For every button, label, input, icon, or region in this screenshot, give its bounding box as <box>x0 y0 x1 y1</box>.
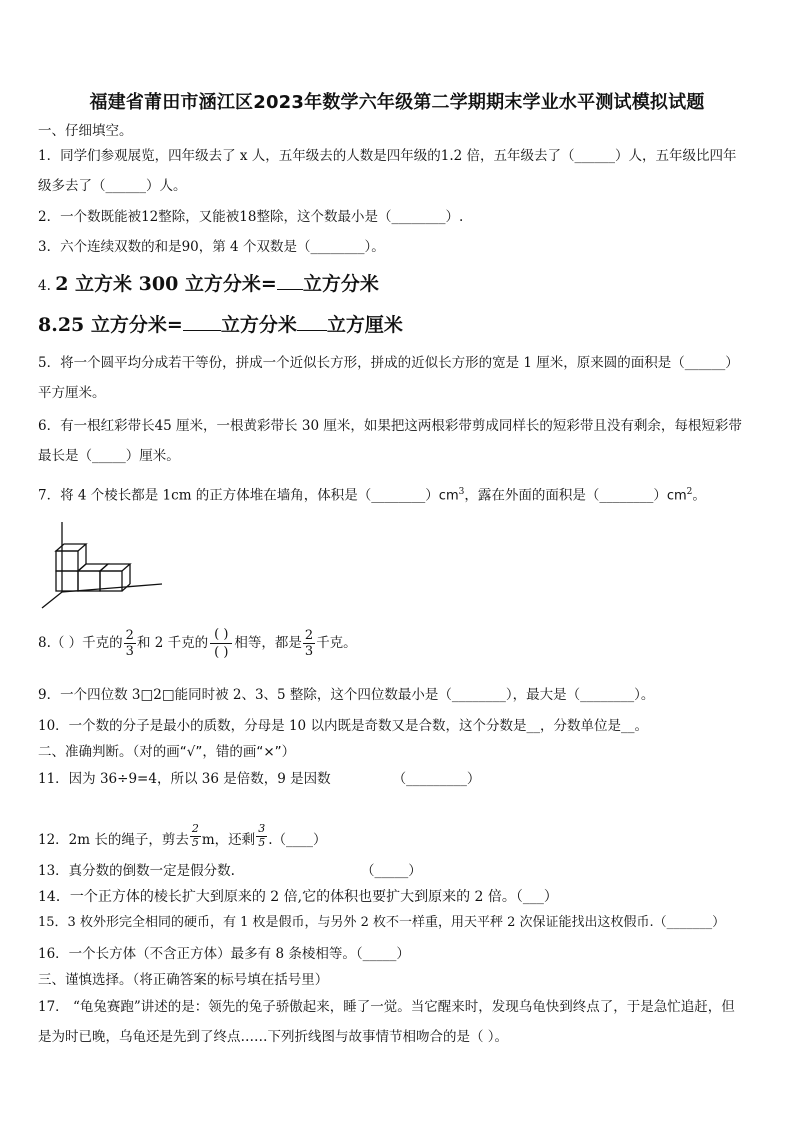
question-12-text-1: 12．2m 长的绳子，剪去 <box>38 832 189 848</box>
question-10: 10．一个数的分子是最小的质数，分母是 10 以内既是奇数又是合数，这个分数是__，分数单位是__。 <box>38 718 648 734</box>
question-16: 16．一个长方体（不含正方体）最多有 8 条棱相等。（_____） <box>38 946 410 962</box>
question-11-text: 11．因为 36÷9=4，所以 36 是倍数，9 是因数 <box>38 771 331 787</box>
question-17-line-1: 17． “龟兔赛跑”讲述的是：领先的兔子骄傲起来，睡了一觉。当它醒来时，发现乌龟快到终点了，于是急忙追赶，但 <box>38 999 735 1015</box>
question-4-unit: 立方分米 <box>302 273 379 295</box>
question-4-number: 4. <box>38 278 51 294</box>
area-unit-exponent: 2 <box>686 487 693 497</box>
question-12-text-2: m，还剩 <box>201 832 256 848</box>
question-1-line-1: 1．同学们参观展览，四年级去了 x 人，五年级去的人数是四年级的1.2 倍，五年级去了（______）人，五年级比四年 <box>38 148 737 164</box>
fraction-numerator: 3 <box>258 822 266 835</box>
stacked-cubes-corner-figure <box>36 518 168 610</box>
question-7-text: 7．将 4 个棱长都是 1cm 的正方体堆在墙角，体积是（________） <box>38 487 439 504</box>
question-6-line-2: 最长是（_____）厘米。 <box>38 448 180 464</box>
answer-blank[interactable] <box>183 316 221 331</box>
section-heading-fill-in: 一、仔细填空。 <box>38 123 133 139</box>
fraction-denominator: 3 <box>125 644 134 659</box>
fraction-two-thirds <box>124 628 136 659</box>
question-11-answer[interactable]: （_________） <box>392 771 481 787</box>
area-unit: cm <box>666 488 687 504</box>
question-4b-text: 8.25 立方分米= <box>38 314 183 336</box>
volume-unit-exponent: 3 <box>458 487 465 497</box>
fraction-two-fifths <box>190 822 201 849</box>
question-4b-unit-1: 立方分米 <box>220 314 297 336</box>
question-8-text-4: 千克。 <box>316 635 357 651</box>
section-heading-true-false: 二、准确判断。（对的画“√”，错的画“×”） <box>38 744 296 760</box>
fraction-two-thirds-2 <box>303 628 315 659</box>
fraction-blank-numerator[interactable]: ( ) <box>210 626 232 644</box>
fraction-blank-denominator[interactable]: ( ) <box>214 645 229 660</box>
question-8-text-1: 8.（ ）千克的 <box>38 635 123 651</box>
question-1-line-2: 级多去了（______）人。 <box>38 178 187 194</box>
question-4-line-2 <box>38 313 403 337</box>
question-7 <box>38 483 706 506</box>
question-5-line-1: 5．将一个圆平均分成若干等份，拼成一个近似长方形，拼成的近似长方形的宽是 1 厘米，原来圆的面积是（______） <box>38 355 739 371</box>
question-4b-unit-2: 立方厘米 <box>326 314 403 336</box>
question-7-end: 。 <box>692 487 706 504</box>
question-6-line-1: 6．有一根红彩带长45 厘米，一根黄彩带长 30 厘米，如果把这两根彩带剪成同样长的短彩带且没有剩余，每根短彩带 <box>38 418 742 434</box>
answer-blank[interactable] <box>277 275 303 290</box>
question-8-text-2: 和 2 千克的 <box>136 635 209 651</box>
fraction-blank[interactable] <box>210 626 232 661</box>
fraction-denominator: 5 <box>191 836 199 849</box>
question-4-line-1 <box>38 272 379 296</box>
question-15: 15．3 枚外形完全相同的硬币，有 1 枚是假币，与另外 2 枚不一样重，用天平秤 2 次保证能找出这枚假币.（_______） <box>38 915 726 930</box>
fraction-three-fifths <box>256 822 267 849</box>
question-7-text-2: ，露在外面的面积是（________） <box>464 487 667 504</box>
question-8-text-3: 相等，都是 <box>234 635 302 651</box>
question-13 <box>38 862 422 880</box>
question-17-line-2: 是为时已晚，乌龟还是先到了终点……下列折线图与故事情节相吻合的是（ ）。 <box>38 1029 509 1045</box>
volume-unit: cm <box>438 488 459 504</box>
section-heading-choice: 三、谨慎选择。（将正确答案的标号填在括号里） <box>38 972 329 988</box>
question-12 <box>38 822 326 849</box>
fraction-denominator: 5 <box>258 836 266 849</box>
question-13-answer[interactable]: （_____） <box>360 863 422 879</box>
fraction-denominator: 3 <box>304 644 314 659</box>
page-title: 福建省莆田市涵江区2023年数学六年级第二学期期末学业水平测试模拟试题 <box>89 92 705 113</box>
question-14: 14．一个正方体的棱长扩大到原来的 2 倍,它的体积也要扩大到原来的 2 倍。（___） <box>38 889 558 905</box>
question-3: 3．六个连续双数的和是90，第 4 个双数是（________）。 <box>38 239 385 255</box>
fraction-numerator: 2 <box>125 628 134 643</box>
question-5-line-2: 平方厘米。 <box>38 385 106 401</box>
question-8 <box>38 626 357 661</box>
question-9: 9．一个四位数 3□2□能同时被 2、3、5 整除，这个四位数最小是（________），最大是（________）。 <box>38 687 655 703</box>
question-2: 2．一个数既能被12整除，又能被18整除，这个数最小是（________）. <box>38 209 464 225</box>
answer-blank[interactable] <box>297 316 327 331</box>
question-11 <box>38 770 480 788</box>
question-13-text: 13．真分数的倒数一定是假分数. <box>38 863 235 879</box>
fraction-numerator: 2 <box>304 628 314 643</box>
question-4-text: 2 立方米 300 立方分米= <box>55 273 277 295</box>
question-12-text-3: .（____） <box>268 832 327 848</box>
fraction-numerator: 2 <box>191 822 199 835</box>
